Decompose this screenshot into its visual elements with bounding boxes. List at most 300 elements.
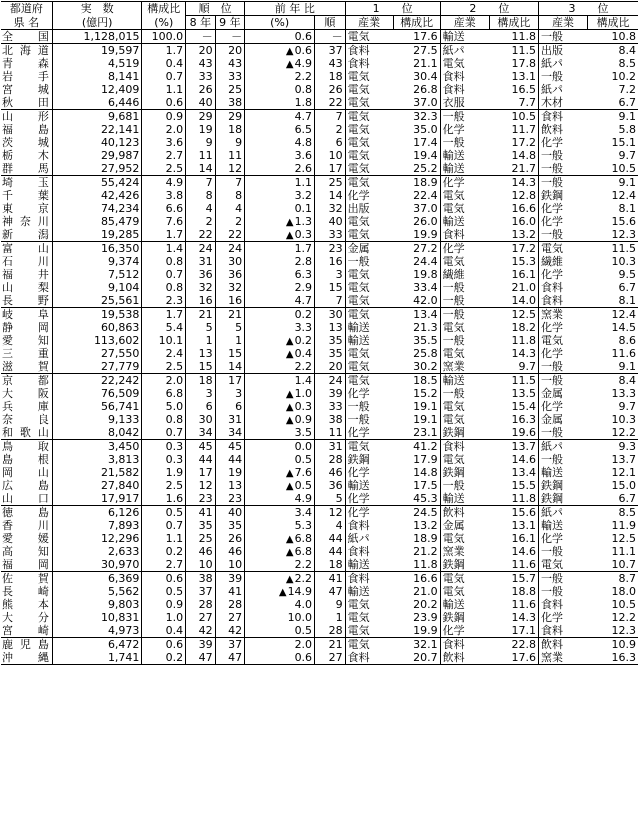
cell-p2-share: 13.4 — [511, 466, 536, 479]
cell-rank-8: 19 — [186, 123, 216, 136]
cell-prefecture: 奈 良 — [2, 413, 49, 426]
yoy-value: 2.0 — [294, 638, 313, 651]
cell-p1-industry: 化学 — [345, 492, 393, 506]
cell-prefecture: 石 川 — [2, 255, 49, 268]
cell-p3-industry: 化学 — [538, 347, 587, 360]
cell-p1-industry: 電気 — [345, 598, 393, 611]
cell-p1-share: 14.8 — [413, 466, 438, 479]
cell-actual-value: 12,296 — [52, 532, 142, 545]
cell-yoy-rank: 18 — [315, 70, 346, 83]
cell-p3-industry: 鉄鋼 — [538, 189, 587, 202]
cell-p3-share: 9.3 — [588, 440, 638, 454]
cell-actual-value: 8,042 — [52, 426, 142, 440]
cell-yoy-rank: 7 — [315, 110, 346, 124]
yoy-value: 2.2 — [294, 572, 313, 585]
cell-yoy-rank: 25 — [315, 176, 346, 190]
cell-share: 1.9 — [142, 466, 186, 479]
cell-p3-industry: 一般 — [538, 585, 587, 598]
cell-yoy-pct — [245, 466, 315, 479]
cell-p2-industry: 輸送 — [440, 149, 489, 162]
cell-prefecture: 福 井 — [2, 268, 49, 281]
cell-share: 0.7 — [142, 519, 186, 532]
cell-rank-9: 6 — [215, 400, 245, 413]
cell-p1-industry: 電気 — [345, 268, 393, 281]
cell-rank-9: 20 — [215, 44, 245, 58]
cell-prefecture: 京 都 — [1, 374, 52, 388]
cell-p1-share: 20.2 — [413, 598, 438, 611]
cell-yoy-rank: 12 — [315, 506, 346, 520]
cell-p3-share: 15.6 — [611, 215, 636, 228]
cell-p1-share: 26.0 — [413, 215, 438, 228]
cell-yoy-rank: 30 — [315, 308, 346, 322]
cell-actual-value: 113,602 — [52, 334, 142, 347]
cell-prefecture: 愛 媛 — [2, 532, 49, 545]
yoy-value: 3.3 — [294, 321, 313, 334]
cell-p1-industry: 電気 — [345, 611, 393, 624]
cell-p1-share: 17.5 — [413, 479, 438, 492]
cell-yoy-rank: 14 — [315, 189, 346, 202]
cell-rank-8: 31 — [186, 255, 216, 268]
cell-p3-industry: 化学 — [538, 215, 587, 228]
cell-yoy-pct — [245, 83, 315, 96]
header-position-1: 1 位 — [345, 2, 440, 16]
cell-p2-share: 13.5 — [511, 387, 536, 400]
cell-p1-industry: 電気 — [345, 215, 393, 228]
cell-p2-industry: 電気 — [440, 413, 489, 426]
header-p3-share: 構成比 — [588, 16, 638, 30]
cell-rank-9: 43 — [215, 57, 245, 70]
cell-p2-industry: 輸送 — [440, 30, 489, 44]
cell-p1-share: 17.6 — [413, 30, 438, 43]
cell-p1-share: 19.1 — [413, 400, 438, 413]
yoy-value: 0.5 — [294, 479, 313, 492]
table-row — [1, 294, 638, 308]
table-row — [1, 70, 638, 83]
header-pref-line1: 都道府 — [1, 2, 52, 16]
decrease-triangle-icon: ▲ — [285, 389, 294, 400]
cell-p1-industry: 電気 — [345, 136, 393, 149]
table-body — [1, 30, 638, 665]
cell-p2-share: 21.0 — [511, 281, 536, 294]
cell-yoy-pct — [245, 532, 315, 545]
cell-yoy-pct — [245, 70, 315, 83]
cell-p3-industry: 金属 — [538, 413, 587, 426]
cell-rank-8: 8 — [186, 189, 216, 202]
header-p1-share: 構成比 — [393, 16, 440, 30]
cell-p2-share: 14.3 — [511, 611, 536, 624]
cell-p2-share: 15.7 — [489, 572, 538, 586]
cell-rank-9: 45 — [215, 440, 245, 454]
yoy-value: 6.8 — [294, 545, 313, 558]
cell-yoy-pct — [245, 162, 315, 176]
cell-p3-industry: 鉄鋼 — [538, 492, 587, 506]
cell-p3-share: 9.1 — [588, 176, 638, 190]
cell-actual-value: 60,863 — [52, 321, 142, 334]
cell-p3-share: 10.9 — [588, 638, 638, 652]
cell-share: 0.5 — [142, 506, 186, 520]
cell-p2-share: 15.4 — [511, 400, 536, 413]
cell-p3-share: 9.1 — [618, 360, 636, 373]
cell-prefecture: 福 島 — [2, 123, 49, 136]
cell-actual-value: 27,952 — [52, 162, 142, 176]
table-row — [1, 479, 638, 492]
cell-p3-share: 8.6 — [618, 334, 636, 347]
cell-p2-industry: 輸送 — [440, 215, 489, 228]
cell-p2-industry: 食料 — [440, 70, 489, 83]
cell-p3-share: 10.8 — [611, 30, 636, 43]
cell-p1-industry: 電気 — [345, 162, 393, 176]
cell-p2-share: 14.0 — [511, 294, 536, 307]
cell-yoy-rank: 47 — [315, 585, 346, 598]
cell-p2-share: 16.1 — [511, 532, 536, 545]
cell-actual-value: 9,681 — [52, 110, 142, 124]
cell-p1-industry: 輸送 — [345, 585, 393, 598]
cell-rank-9: 42 — [215, 624, 245, 638]
cell-p1-industry: 電気 — [345, 149, 393, 162]
cell-p3-industry: 鉄鋼 — [538, 479, 587, 492]
cell-share: 1.4 — [142, 242, 186, 256]
cell-p3-industry: 飲料 — [538, 638, 587, 652]
header-position-3: 3 位 — [538, 2, 638, 16]
cell-p2-share: 11.6 — [511, 558, 536, 571]
cell-p1-share: 27.2 — [393, 242, 440, 256]
cell-p1-share: 32.3 — [393, 110, 440, 124]
cell-p2-industry: 鉄鋼 — [440, 558, 489, 572]
cell-rank-9: 40 — [215, 506, 245, 520]
table-row — [1, 149, 638, 162]
cell-p2-share: 13.1 — [511, 70, 536, 83]
cell-rank-8: 21 — [186, 308, 216, 322]
cell-prefecture: 千 葉 — [2, 189, 49, 202]
cell-actual-value: 74,234 — [52, 202, 142, 215]
cell-p2-industry: 電気 — [440, 202, 489, 215]
cell-p3-share: 8.5 — [618, 57, 636, 70]
cell-prefecture: 熊 本 — [2, 598, 49, 611]
cell-yoy-pct — [245, 360, 315, 374]
cell-yoy-rank: 39 — [315, 387, 346, 400]
cell-p2-industry: 食料 — [440, 83, 489, 96]
cell-rank-9: 1 — [215, 334, 245, 347]
cell-yoy-pct — [245, 202, 315, 215]
cell-yoy-pct — [245, 96, 315, 110]
table-row — [1, 466, 638, 479]
cell-prefecture: 山 梨 — [2, 281, 49, 294]
cell-p3-share: 13.3 — [611, 387, 636, 400]
cell-p1-share: 45.3 — [413, 492, 438, 505]
cell-share: 2.4 — [142, 347, 186, 360]
yoy-value: 0.3 — [294, 400, 313, 413]
cell-yoy-pct — [245, 453, 315, 466]
cell-actual-value: 9,803 — [52, 598, 142, 611]
cell-yoy-pct — [245, 321, 315, 334]
cell-rank-8: 11 — [186, 149, 216, 162]
cell-p3-share: 8.4 — [588, 44, 638, 58]
cell-p3-industry: 一般 — [538, 228, 587, 242]
cell-p1-industry: 電気 — [345, 96, 393, 110]
table-row — [1, 255, 638, 268]
header-p2-share: 構成比 — [489, 16, 538, 30]
cell-p2-industry: 窯業 — [440, 545, 489, 558]
header-actual-line2: (億円) — [52, 16, 142, 30]
cell-rank-8: 29 — [186, 110, 216, 124]
cell-p2-industry: 輸送 — [440, 374, 489, 388]
decrease-triangle-icon: ▲ — [285, 217, 294, 228]
cell-rank-9: 18 — [215, 123, 245, 136]
cell-p3-share: 8.1 — [618, 202, 636, 215]
cell-p2-industry: 一般 — [440, 110, 489, 124]
cell-p2-share: 11.5 — [489, 374, 538, 388]
cell-rank-8: 22 — [186, 228, 216, 242]
header-p3-industry: 産業 — [538, 16, 587, 30]
cell-rank-9: 11 — [215, 149, 245, 162]
cell-p3-share: 15.1 — [611, 136, 636, 149]
cell-yoy-rank: 43 — [315, 57, 346, 70]
table-row — [1, 545, 638, 558]
cell-p1-share: 35.0 — [413, 123, 438, 136]
cell-prefecture: 宮 崎 — [2, 624, 49, 637]
cell-p1-industry: 輸送 — [345, 558, 393, 572]
cell-actual-value: 3,450 — [52, 440, 142, 454]
cell-prefecture: 愛 知 — [2, 334, 49, 347]
cell-share: 0.8 — [142, 413, 186, 426]
cell-p1-share: 42.0 — [413, 294, 438, 307]
cell-actual-value: 9,104 — [52, 281, 142, 294]
cell-share: 2.0 — [142, 374, 186, 388]
header-rank-8: 8 年 — [186, 16, 216, 30]
cell-p1-industry: 電気 — [345, 110, 393, 124]
yoy-value: 3.6 — [294, 149, 313, 162]
cell-share: 0.8 — [142, 281, 186, 294]
cell-actual-value: 40,123 — [52, 136, 142, 149]
cell-yoy-pct — [245, 624, 315, 638]
cell-p1-share: 21.1 — [413, 57, 438, 70]
cell-p3-industry: 一般 — [538, 176, 587, 190]
cell-rank-8: 24 — [186, 242, 216, 256]
cell-p3-share: 8.1 — [618, 294, 636, 307]
table-row — [1, 492, 638, 506]
yoy-value: 2.8 — [294, 255, 313, 268]
cell-p1-share: 19.9 — [413, 624, 438, 637]
cell-rank-9: 25 — [215, 83, 245, 96]
cell-share: 5.4 — [142, 321, 186, 334]
cell-yoy-rank: 28 — [315, 624, 346, 638]
cell-actual-value: 27,550 — [52, 347, 142, 360]
cell-rank-9: 16 — [215, 294, 245, 308]
cell-yoy-pct — [245, 572, 315, 586]
cell-yoy-rank: 33 — [315, 400, 346, 413]
cell-yoy-rank: 22 — [315, 96, 346, 110]
cell-p3-share: 10.7 — [611, 558, 636, 571]
cell-yoy-rank: 1 — [315, 611, 346, 624]
cell-rank-9: 21 — [215, 308, 245, 322]
cell-prefecture: 北海道 — [1, 44, 52, 58]
cell-actual-value: 9,374 — [52, 255, 142, 268]
cell-p2-share: 18.8 — [511, 585, 536, 598]
cell-rank-8: 30 — [186, 413, 216, 426]
cell-p3-industry: 食料 — [538, 110, 587, 124]
cell-yoy-rank: 17 — [315, 162, 346, 176]
cell-rank-9: 39 — [215, 572, 245, 586]
cell-p2-share: 17.8 — [511, 57, 536, 70]
cell-p2-industry: 一般 — [440, 479, 489, 492]
cell-rank-8: 40 — [186, 96, 216, 110]
cell-prefecture: 長 野 — [2, 294, 49, 307]
cell-p1-industry: 電気 — [345, 624, 393, 638]
cell-yoy-rank: 13 — [315, 321, 346, 334]
table-row — [1, 228, 638, 242]
cell-actual-value: 16,350 — [52, 242, 142, 256]
cell-share: 0.7 — [142, 426, 186, 440]
cell-share: 0.2 — [142, 545, 186, 558]
cell-yoy-rank: 3 — [315, 268, 346, 281]
cell-rank-9: 38 — [215, 96, 245, 110]
yoy-value: 2.6 — [294, 162, 313, 175]
cell-yoy-rank: 35 — [315, 334, 346, 347]
cell-p1-share: 19.1 — [413, 413, 438, 426]
table-row — [1, 572, 638, 586]
cell-yoy-rank: 44 — [315, 545, 346, 558]
cell-rank-9: 22 — [215, 228, 245, 242]
cell-p2-share: 11.7 — [511, 123, 536, 136]
decrease-triangle-icon: ▲ — [285, 574, 294, 585]
cell-yoy-pct — [245, 387, 315, 400]
cell-prefecture: 大 阪 — [2, 387, 49, 400]
cell-rank-8: 26 — [186, 83, 216, 96]
cell-rank-8: 38 — [186, 572, 216, 586]
cell-p1-share: 27.5 — [393, 44, 440, 58]
header-yoy-rank: 順 — [315, 16, 346, 30]
cell-yoy-pct — [245, 638, 315, 652]
table-row — [1, 374, 638, 388]
decrease-triangle-icon: ▲ — [285, 349, 294, 360]
yoy-value: 2.9 — [294, 281, 313, 294]
cell-share: 0.9 — [142, 598, 186, 611]
cell-yoy-pct — [245, 426, 315, 440]
yoy-value: 3.2 — [294, 189, 313, 202]
cell-p2-industry: 食料 — [440, 638, 489, 652]
cell-prefecture: 神奈川 — [2, 215, 49, 228]
cell-yoy-pct — [245, 30, 315, 44]
table-row — [1, 215, 638, 228]
cell-p2-industry: 鉄鋼 — [440, 611, 489, 624]
cell-yoy-pct — [245, 440, 315, 454]
cell-p3-share: 8.7 — [588, 572, 638, 586]
cell-prefecture: 全 国 — [2, 30, 49, 43]
yoy-value: 4.8 — [294, 136, 313, 149]
table-row — [1, 242, 638, 256]
cell-yoy-rank: 11 — [315, 426, 346, 440]
cell-p1-industry: 出版 — [345, 202, 393, 215]
cell-prefecture: 鳥 取 — [1, 440, 52, 454]
cell-p2-industry: 電気 — [440, 255, 489, 268]
table-row — [1, 651, 638, 665]
cell-rank-8: 3 — [186, 387, 216, 400]
cell-p1-industry: 紙パ — [345, 532, 393, 545]
cell-actual-value: 30,970 — [52, 558, 142, 572]
cell-share: 2.3 — [142, 294, 186, 308]
cell-p2-industry: 鉄鋼 — [440, 466, 489, 479]
cell-prefecture: 沖 縄 — [1, 651, 52, 665]
cell-rank-8: 23 — [186, 492, 216, 506]
table-row — [1, 558, 638, 572]
cell-p2-share: 17.2 — [511, 136, 536, 149]
cell-yoy-rank: 46 — [315, 466, 346, 479]
cell-prefecture: 埼 玉 — [1, 176, 52, 190]
cell-share: 2.5 — [142, 360, 186, 374]
cell-p2-industry: 電気 — [440, 189, 489, 202]
cell-actual-value: 7,893 — [52, 519, 142, 532]
cell-prefecture: 広 島 — [2, 479, 49, 492]
cell-yoy-pct — [245, 176, 315, 190]
cell-p3-industry: 化学 — [538, 136, 587, 149]
table-row — [1, 585, 638, 598]
cell-p3-share: 5.8 — [618, 123, 636, 136]
cell-p1-share: 15.2 — [413, 387, 438, 400]
table-row — [1, 30, 638, 44]
table-row — [1, 268, 638, 281]
cell-share: 0.7 — [142, 70, 186, 83]
yoy-value: 1.0 — [294, 387, 313, 400]
table-row — [1, 308, 638, 322]
cell-share: 0.6 — [142, 572, 186, 586]
cell-p2-share: 18.2 — [511, 321, 536, 334]
cell-p1-industry: 鉄鋼 — [345, 453, 393, 466]
cell-p3-industry: 繊維 — [538, 255, 587, 268]
yoy-value: 0.6 — [294, 30, 313, 43]
cell-rank-9: 46 — [215, 545, 245, 558]
cell-p1-share: 25.8 — [413, 347, 438, 360]
yoy-value: 0.0 — [294, 440, 313, 453]
cell-p3-industry: 電気 — [538, 242, 587, 256]
cell-rank-9: 9 — [215, 136, 245, 149]
table-row — [1, 136, 638, 149]
cell-p2-industry: 一般 — [440, 387, 489, 400]
cell-rank-9: 17 — [215, 374, 245, 388]
cell-rank-9: 10 — [215, 558, 245, 572]
header-share-line2: (%) — [142, 16, 186, 30]
cell-rank-8: 4 — [186, 202, 216, 215]
cell-p3-industry: 一般 — [538, 70, 587, 83]
cell-yoy-pct — [245, 189, 315, 202]
cell-share: 0.5 — [142, 585, 186, 598]
cell-p2-industry: 電気 — [440, 321, 489, 334]
cell-yoy-rank: 41 — [315, 572, 346, 586]
cell-p3-industry: 化学 — [538, 400, 587, 413]
cell-p3-share: 12.2 — [611, 611, 636, 624]
yoy-value: 0.8 — [294, 83, 313, 96]
cell-rank-9: 33 — [215, 70, 245, 83]
cell-rank-9: － — [215, 30, 245, 44]
cell-yoy-rank: 31 — [315, 440, 346, 454]
cell-p3-share: 13.7 — [611, 453, 636, 466]
yoy-value: 1.8 — [294, 96, 313, 109]
cell-share: 0.7 — [142, 268, 186, 281]
table-row — [1, 519, 638, 532]
cell-p2-industry: 輸送 — [440, 492, 489, 506]
cell-yoy-pct — [245, 558, 315, 572]
cell-p3-share: 8.4 — [588, 374, 638, 388]
cell-actual-value: 4,973 — [52, 624, 142, 638]
cell-p2-industry: 窯業 — [440, 360, 489, 374]
cell-p1-share: 37.0 — [413, 202, 438, 215]
cell-prefecture: 岡 山 — [2, 466, 49, 479]
cell-share: 100.0 — [142, 30, 186, 44]
cell-rank-9: 34 — [215, 426, 245, 440]
cell-p3-share: 12.3 — [611, 228, 636, 241]
cell-yoy-rank: 7 — [315, 294, 346, 308]
cell-p1-industry: 電気 — [345, 281, 393, 294]
table-row — [1, 162, 638, 176]
